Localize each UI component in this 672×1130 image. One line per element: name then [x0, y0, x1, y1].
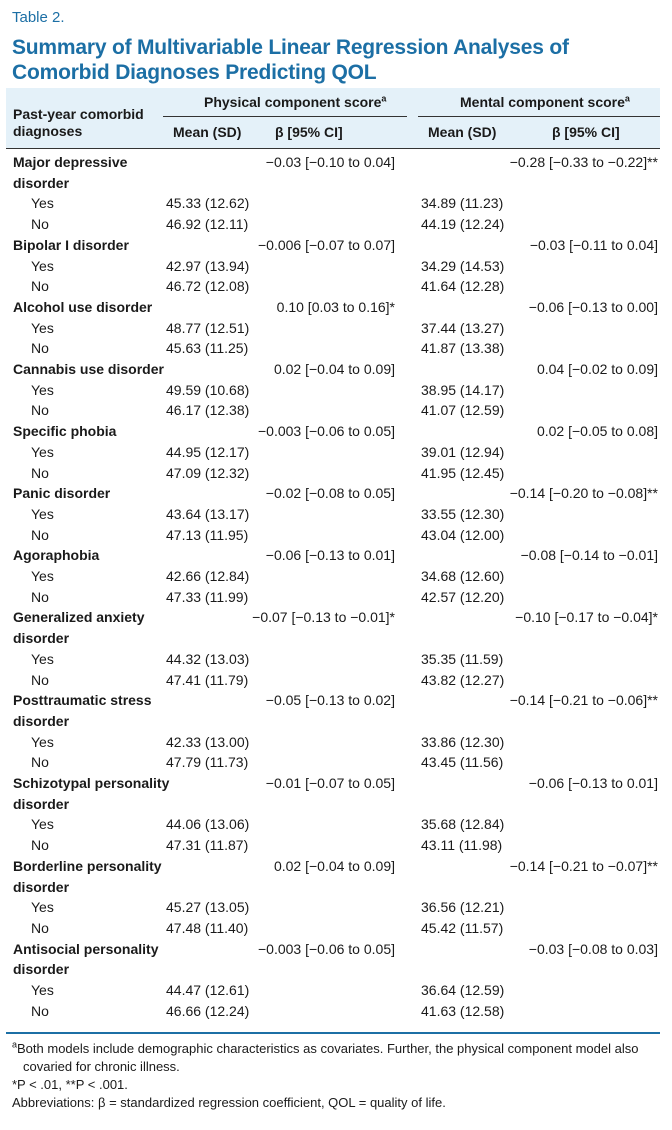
yes-mcs-mean: 35.68 (12.84) — [421, 816, 505, 833]
mcs-beta-value: −0.14 [−0.21 to −0.07]** — [509, 857, 658, 874]
pcs-beta-value: −0.05 [−0.13 to 0.02] — [265, 692, 395, 709]
diagnosis-label: Generalized anxiety — [13, 609, 145, 626]
diagnosis-label: Alcohol use disorder — [13, 298, 153, 315]
yes-pcs-mean: 44.95 (12.17) — [166, 443, 250, 460]
no-pcs-mean: 47.79 (11.73) — [166, 754, 249, 771]
no-pcs-mean: 45.63 (11.25) — [166, 340, 249, 357]
no-row-label: No — [31, 1002, 49, 1019]
diagnosis-label: Schizotypal personality — [13, 775, 170, 791]
mcs-beta-value: −0.14 [−0.20 to −0.08]** — [509, 485, 658, 502]
diagnosis-label: Posttraumatic stress — [13, 692, 152, 709]
yes-row-label: Yes — [31, 899, 54, 916]
no-mcs-mean: 41.64 (12.28) — [421, 278, 505, 295]
yes-mcs-mean: 36.56 (12.21) — [421, 899, 505, 916]
no-pcs-mean: 46.72 (12.08) — [166, 278, 250, 295]
yes-row-label: Yes — [31, 319, 54, 336]
mcs-mean-header: Mean (SD) — [428, 124, 497, 140]
yes-row-label: Yes — [31, 568, 54, 584]
yes-pcs-mean: 48.77 (12.51) — [166, 319, 250, 336]
pcs-beta-value: −0.003 [−0.06 to 0.05] — [257, 423, 395, 440]
yes-pcs-mean: 42.97 (13.94) — [166, 257, 250, 274]
pcs-beta-value: 0.10 [0.03 to 0.16]* — [276, 298, 395, 315]
mcs-beta-value: 0.02 [−0.05 to 0.08] — [536, 423, 658, 440]
mcs-beta-value: −0.10 [−0.17 to −0.04]* — [515, 609, 658, 626]
no-mcs-mean: 41.95 (12.45) — [421, 464, 505, 481]
no-mcs-mean: 41.63 (12.58) — [421, 1002, 505, 1019]
no-row-label: No — [31, 278, 49, 295]
mcs-beta-value: −0.03 [−0.08 to 0.03] — [528, 940, 658, 957]
no-pcs-mean: 46.66 (12.24) — [166, 1002, 250, 1019]
diagnosis-label: disorder — [13, 795, 70, 812]
mcs-beta-header: β [95% CI] — [552, 124, 620, 140]
no-row-label: No — [31, 754, 49, 771]
no-mcs-mean: 41.87 (13.38) — [421, 340, 505, 357]
diagnosis-label: disorder — [13, 712, 70, 729]
no-mcs-mean: 43.04 (12.00) — [421, 526, 505, 543]
pcs-beta-value: −0.01 [−0.07 to 0.05] — [265, 775, 395, 791]
row-label-header-line1: Past-year comorbid — [13, 106, 144, 122]
no-row-label: No — [31, 671, 49, 688]
mcs-beta-value: −0.06 [−0.13 to 0.01] — [528, 775, 658, 791]
mcs-beta-value: −0.03 [−0.11 to 0.04] — [529, 236, 658, 253]
no-pcs-mean: 47.33 (11.99) — [166, 588, 249, 605]
no-row-label: No — [31, 919, 49, 936]
no-mcs-mean: 41.07 (12.59) — [421, 402, 505, 419]
header-bottom-rule — [6, 148, 660, 149]
mental-component-header: Mental component score$^a$ — [460, 93, 630, 110]
mcs-beta-value: −0.08 [−0.14 to −0.01] — [520, 547, 658, 564]
no-pcs-mean: 47.31 (11.87) — [166, 837, 249, 854]
no-mcs-mean: 43.82 (12.27) — [421, 671, 505, 688]
yes-row-label: Yes — [31, 733, 54, 750]
no-row-label: No — [31, 526, 49, 543]
yes-row-label: Yes — [31, 650, 54, 667]
diagnosis-label: disorder — [13, 174, 70, 191]
row-label-header-line2: diagnoses — [13, 123, 83, 139]
mcs-beta-value: −0.06 [−0.13 to 0.00] — [528, 298, 658, 315]
no-mcs-mean: 43.45 (11.56) — [421, 754, 504, 771]
no-mcs-mean: 42.57 (12.20) — [421, 588, 505, 605]
footnote-a-line1: $^a$Both models include demographic characteristics as covariates. Further, the physical component model also — [12, 1039, 639, 1056]
yes-mcs-mean: 38.95 (14.17) — [421, 381, 505, 398]
no-row-label: No — [31, 216, 49, 233]
no-row-label: No — [31, 588, 49, 605]
pcs-beta-value: −0.07 [−0.13 to −0.01]* — [252, 609, 395, 626]
pcs-beta-value: −0.03 [−0.10 to 0.04] — [265, 154, 395, 170]
mental-group-rule — [418, 116, 660, 117]
yes-mcs-mean: 33.55 (12.30) — [421, 505, 505, 522]
yes-row-label: Yes — [31, 505, 54, 522]
no-mcs-mean: 44.19 (12.24) — [421, 216, 505, 233]
pcs-mean-header: Mean (SD) — [173, 124, 242, 140]
yes-row-label: Yes — [31, 195, 54, 212]
yes-mcs-mean: 34.29 (14.53) — [421, 257, 505, 274]
yes-pcs-mean: 49.59 (10.68) — [166, 381, 250, 398]
yes-mcs-mean: 33.86 (12.30) — [421, 733, 505, 750]
yes-pcs-mean: 43.64 (13.17) — [166, 505, 250, 522]
diagnosis-label: disorder — [13, 878, 70, 895]
physical-group-rule — [163, 116, 407, 117]
no-pcs-mean: 47.13 (11.95) — [166, 526, 249, 543]
pcs-beta-value: −0.02 [−0.08 to 0.05] — [265, 485, 395, 502]
mcs-beta-value: −0.28 [−0.33 to −0.22]** — [509, 154, 658, 170]
yes-pcs-mean: 44.32 (13.03) — [166, 650, 250, 667]
table-bottom-rule — [6, 1032, 660, 1034]
no-pcs-mean: 47.48 (11.40) — [166, 919, 249, 936]
yes-mcs-mean: 37.44 (13.27) — [421, 319, 505, 336]
yes-row-label: Yes — [31, 816, 54, 833]
footnote-p-values: *P < .01, **P < .001. — [12, 1077, 128, 1092]
yes-mcs-mean: 35.35 (11.59) — [421, 650, 504, 667]
yes-row-label: Yes — [31, 982, 54, 998]
yes-row-label: Yes — [31, 381, 54, 398]
pcs-beta-value: −0.06 [−0.13 to 0.01] — [265, 547, 395, 564]
diagnosis-label: Major depressive — [13, 154, 128, 170]
no-row-label: No — [31, 464, 49, 481]
physical-component-header: Physical component score$^a$ — [204, 93, 387, 110]
pcs-beta-value: −0.003 [−0.06 to 0.05] — [257, 940, 395, 957]
diagnosis-label: Specific phobia — [13, 423, 117, 440]
diagnosis-label: Cannabis use disorder — [13, 361, 164, 377]
diagnosis-label: disorder — [13, 630, 70, 647]
diagnosis-label: Agoraphobia — [13, 547, 100, 564]
yes-row-label: Yes — [31, 443, 54, 460]
diagnosis-label: Panic disorder — [13, 485, 111, 502]
pcs-beta-header: β [95% CI] — [275, 124, 343, 140]
yes-pcs-mean: 45.33 (12.62) — [166, 195, 250, 212]
diagnosis-label: Antisocial personality — [13, 940, 159, 957]
no-pcs-mean: 47.41 (11.79) — [166, 671, 249, 688]
no-pcs-mean: 46.92 (12.11) — [166, 216, 249, 233]
no-pcs-mean: 46.17 (12.38) — [166, 402, 250, 419]
diagnosis-label: Borderline personality — [13, 857, 162, 874]
pcs-beta-value: 0.02 [−0.04 to 0.09] — [273, 361, 395, 377]
table-title: Summary of Multivariable Linear Regression Analyses of Comorbid Diagnoses Predicting QOL — [12, 36, 569, 84]
footnote-a-line2: covaried for chronic illness. — [23, 1059, 180, 1074]
no-pcs-mean: 47.09 (12.32) — [166, 464, 250, 481]
yes-row-label: Yes — [31, 257, 54, 274]
no-row-label: No — [31, 837, 49, 854]
diagnosis-label: Bipolar I disorder — [13, 236, 129, 253]
yes-mcs-mean: 34.68 (12.60) — [421, 568, 505, 584]
mcs-beta-value: −0.14 [−0.21 to −0.06]** — [509, 692, 658, 709]
yes-mcs-mean: 34.89 (11.23) — [421, 195, 504, 212]
yes-mcs-mean: 36.64 (12.59) — [421, 982, 505, 998]
yes-pcs-mean: 44.06 (13.06) — [166, 816, 250, 833]
footnote-abbreviations: Abbreviations: β = standardized regression coefficient, QOL = quality of life. — [12, 1095, 446, 1110]
table-label: Table 2. — [12, 9, 65, 26]
yes-mcs-mean: 39.01 (12.94) — [421, 443, 505, 460]
pcs-beta-value: 0.02 [−0.04 to 0.09] — [273, 857, 395, 874]
no-row-label: No — [31, 402, 49, 419]
yes-pcs-mean: 42.33 (13.00) — [166, 733, 250, 750]
yes-pcs-mean: 42.66 (12.84) — [166, 568, 250, 584]
diagnosis-label: disorder — [13, 961, 70, 978]
mcs-beta-value: 0.04 [−0.02 to 0.09] — [536, 361, 658, 377]
yes-pcs-mean: 44.47 (12.61) — [166, 982, 250, 998]
pcs-beta-value: −0.006 [−0.07 to 0.07] — [257, 236, 395, 253]
no-mcs-mean: 43.11 (11.98) — [421, 837, 503, 854]
no-row-label: No — [31, 340, 49, 357]
yes-pcs-mean: 45.27 (13.05) — [166, 899, 250, 916]
no-mcs-mean: 45.42 (11.57) — [421, 919, 504, 936]
